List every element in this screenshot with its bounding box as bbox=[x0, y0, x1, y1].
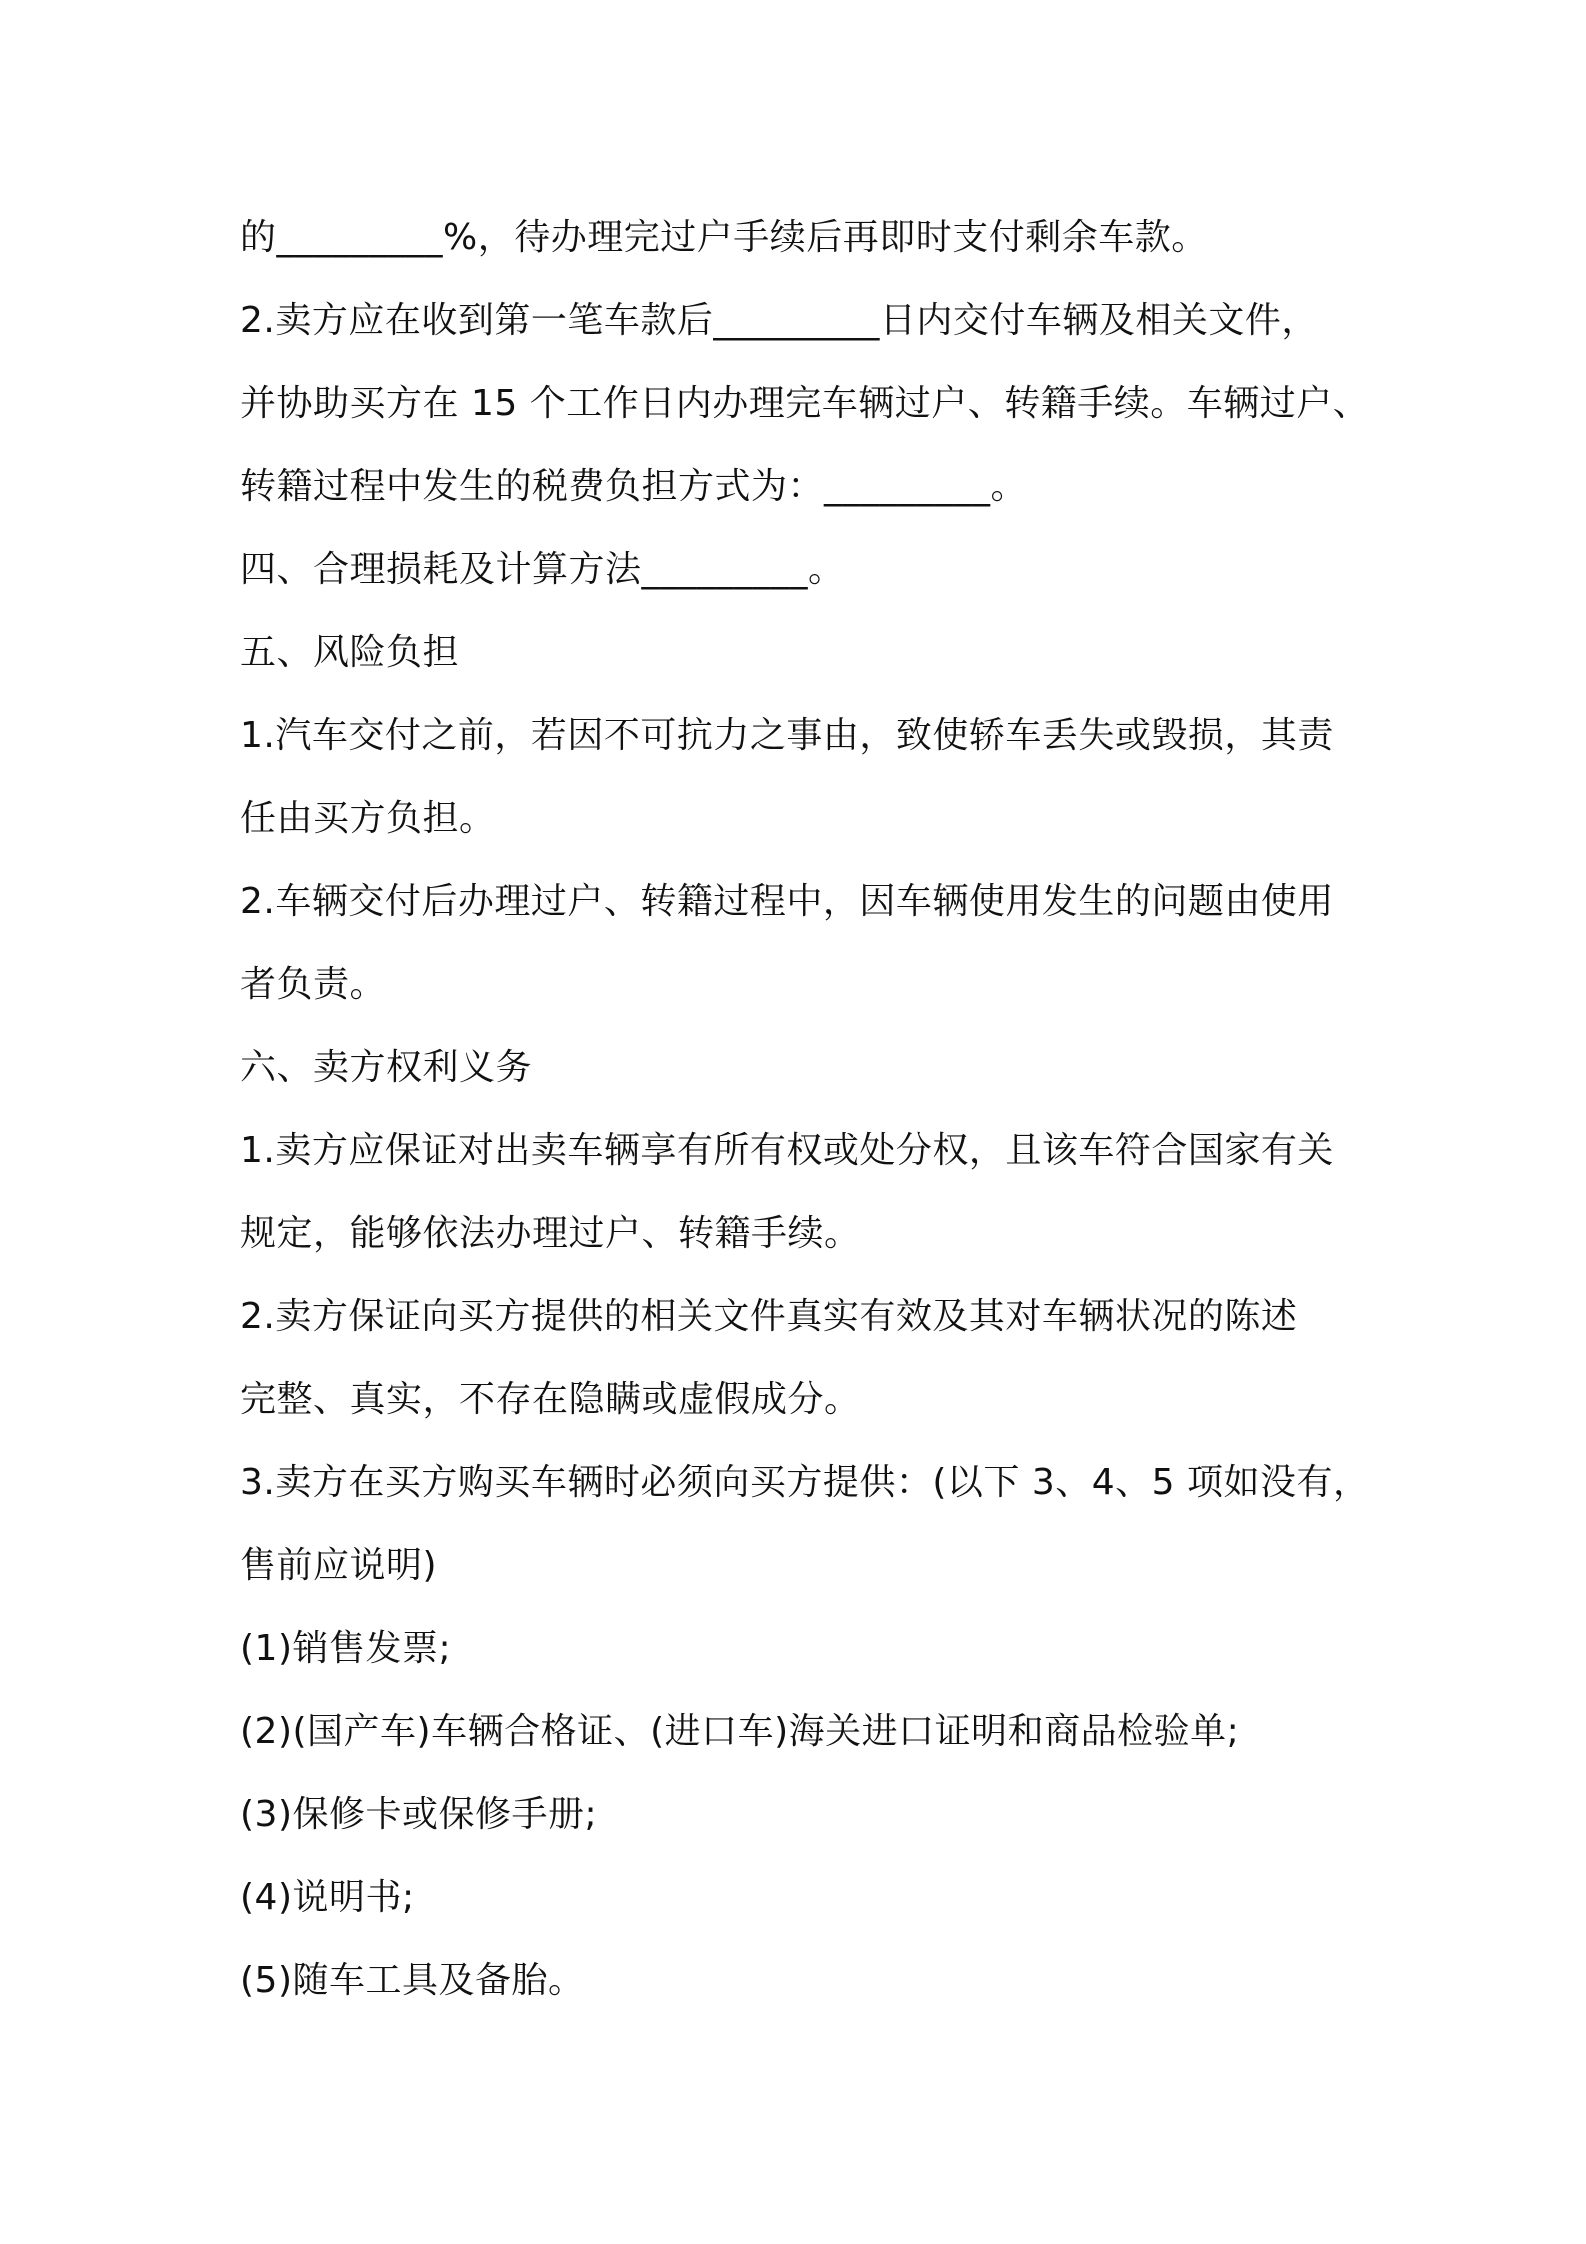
list-item: (2)(国产车)车辆合格证、(进口车)海关进口证明和商品检验单; bbox=[240, 1711, 1240, 1752]
document-body bbox=[240, 196, 1390, 2022]
section-heading: 六、卖方权利义务 bbox=[240, 1047, 533, 1088]
paragraph-line: 售前应说明) bbox=[240, 1545, 438, 1586]
paragraph-line: 2.卖方保证向买方提供的相关文件真实有效及其对车辆状况的陈述 bbox=[240, 1296, 1298, 1337]
paragraph-line: 1.汽车交付之前，若因不可抗力之事由，致使轿车丢失或毁损，其责 bbox=[240, 715, 1334, 756]
paragraph-line: 完整、真实，不存在隐瞒或虚假成分。 bbox=[240, 1379, 861, 1420]
paragraph-line: 者负责。 bbox=[240, 964, 387, 1005]
section-heading: 四、合理损耗及计算方法_________。 bbox=[240, 549, 845, 590]
paragraph-line: 并协助买方在 15 个工作日内办理完车辆过户、转籍手续。车辆过户、 bbox=[240, 383, 1370, 424]
list-item: (4)说明书; bbox=[240, 1877, 415, 1918]
paragraph-line: 规定，能够依法办理过户、转籍手续。 bbox=[240, 1213, 861, 1254]
list-item: (3)保修卡或保修手册; bbox=[240, 1794, 598, 1835]
paragraph-line: 2.车辆交付后办理过户、转籍过程中，因车辆使用发生的问题由使用 bbox=[240, 881, 1334, 922]
paragraph-line: 的_________%，待办理完过户手续后再即时支付剩余车款。 bbox=[240, 217, 1208, 258]
paragraph-line: 转籍过程中发生的税费负担方式为：_________。 bbox=[240, 466, 1028, 507]
paragraph-line: 2.卖方应在收到第一笔车款后_________日内交付车辆及相关文件， bbox=[240, 300, 1318, 341]
paragraph-line: 3.卖方在买方购买车辆时必须向买方提供：(以下 3、4、5 项如没有， bbox=[240, 1462, 1370, 1503]
list-item: (5)随车工具及备胎。 bbox=[240, 1960, 585, 2001]
section-heading: 五、风险负担 bbox=[240, 632, 460, 673]
paragraph-line: 任由买方负担。 bbox=[240, 798, 496, 839]
list-item: (1)销售发票; bbox=[240, 1628, 452, 1669]
paragraph-line: 1.卖方应保证对出卖车辆享有所有权或处分权，且该车符合国家有关 bbox=[240, 1130, 1334, 1171]
